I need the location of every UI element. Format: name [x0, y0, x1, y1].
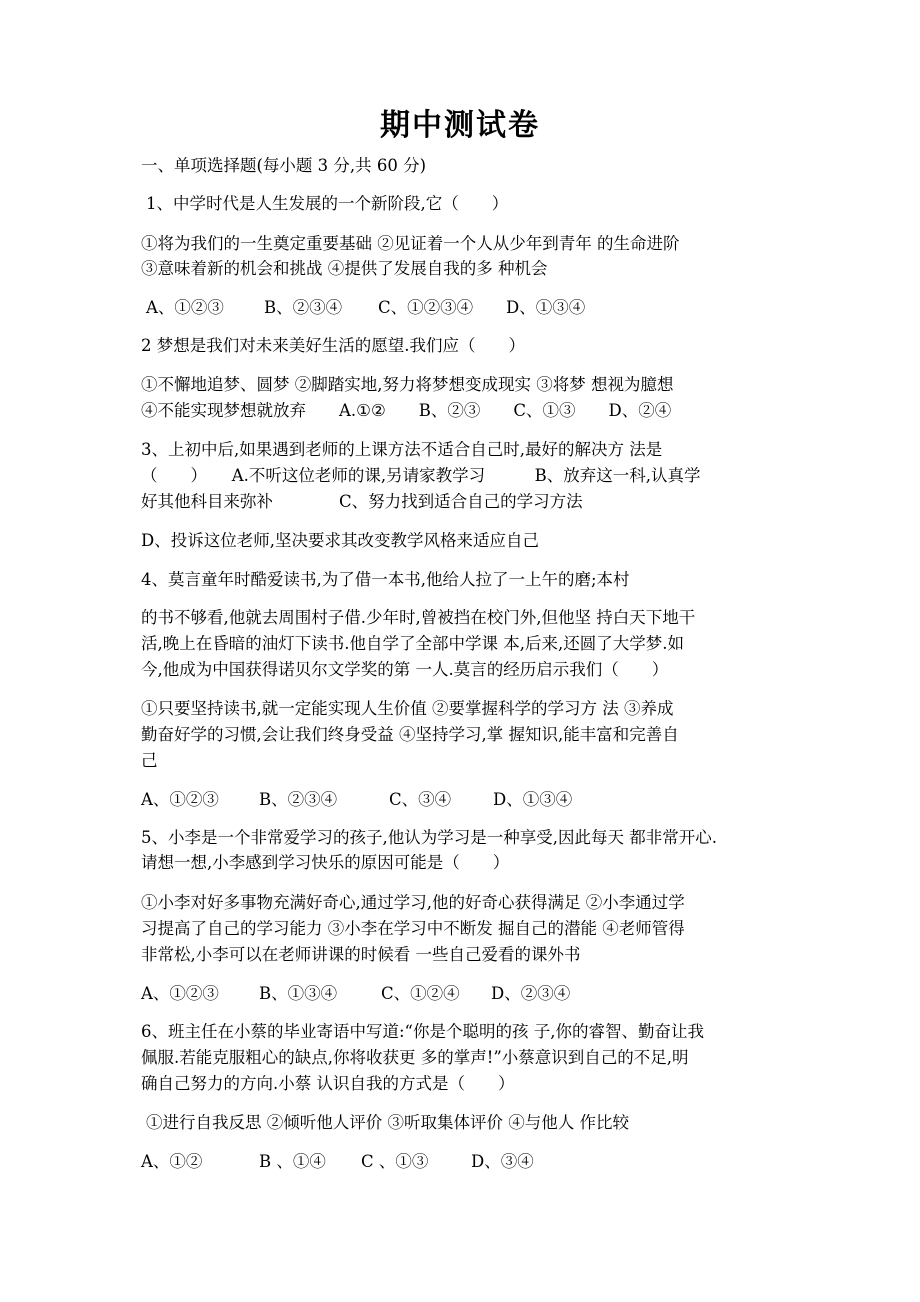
- q3-line: 好其他科目来弥补 C、努力找到适合自己的学习方法: [141, 492, 583, 511]
- q6-option-a: A、①②: [141, 1152, 203, 1171]
- q3-line: D、投诉这位老师,坚决要求其改变教学风格来适应自己: [141, 531, 539, 550]
- q6-items-line: ①进行自我反思 ②倾听他人评价 ③听取集体评价 ④与他人 作比较: [146, 1113, 629, 1132]
- q1-items-line: ①将为我们的一生奠定重要基础 ②见证着一个人从少年到青年 的生命进阶: [141, 234, 680, 253]
- q4-option-c: C、③④: [389, 790, 452, 809]
- q1-option-c: C、①②③④: [378, 298, 474, 317]
- q3-line: 3、上初中后,如果遇到老师的上课方法不适合自己时,最好的解决方 法是: [141, 440, 663, 459]
- q5-option-b: B、①③④: [259, 984, 338, 1003]
- q1-options: [146, 298, 796, 318]
- q5-options: [141, 984, 791, 1004]
- q4-items-line: 己: [141, 751, 158, 770]
- q6-line: 佩服.若能克服粗心的缺点,你将收获更 多的掌声!”小蔡意识到自己的不足,明: [141, 1048, 689, 1067]
- q1-option-d: D、①③④: [506, 298, 586, 317]
- q1-option-b: B、②③④: [264, 298, 343, 317]
- q6-option-b: B 、①④: [259, 1152, 326, 1171]
- q1-items-line: ③意味着新的机会和挑战 ④提供了发展自我的多 种机会: [141, 259, 548, 278]
- q3-line: （ ） A.不听这位老师的课,另请家教学习 B、放弃这一科,认真学: [141, 466, 701, 485]
- q6-line: 确自己努力的方向.小蔡 认识自我的方式是（ ）: [141, 1074, 515, 1093]
- q4-line: 4、莫言童年时酷爱读书,为了借一本书,他给人拉了一上午的磨;本村: [141, 570, 630, 589]
- q5-option-d: D、②③④: [491, 984, 571, 1003]
- page-title: 期中测试卷: [380, 108, 540, 143]
- q5-option-c: C、①②④: [381, 984, 460, 1003]
- q4-line: 的书不够看,他就去周围村子借.少年时,曾被挡在校门外,但他坚 持白天下地干: [141, 608, 696, 627]
- q6-line: 6、班主任在小蔡的毕业寄语中写道:“你是个聪明的孩 子,你的睿智、勤奋让我: [141, 1022, 704, 1041]
- q5-items-line: 习提高了自己的学习能力 ③小李在学习中不断发 掘自己的潜能 ④老师管得: [141, 919, 685, 938]
- q5-items-line: ①小李对好多事物充满好奇心,通过学习,他的好奇心获得满足 ②小李通过学: [141, 893, 685, 912]
- q6-option-d: D、③④: [471, 1152, 534, 1171]
- q1-stem: 1、中学时代是人生发展的一个新阶段,它（ ）: [146, 194, 509, 213]
- q4-options: [141, 790, 791, 810]
- q2-items-line: ①不懈地追梦、圆梦 ②脚踏实地,努力将梦想变成现实 ③将梦 想视为臆想: [141, 375, 674, 394]
- q5-items-line: 非常松,小李可以在老师讲课的时候看 一些自己爱看的课外书: [141, 945, 581, 964]
- q4-items-line: ①只要坚持读书,就一定能实现人生价值 ②要掌握科学的学习方 法 ③养成: [141, 699, 674, 718]
- q5-line: 请想一想,小李感到学习快乐的原因可能是（ ）: [141, 853, 510, 872]
- q4-line: 活,晚上在昏暗的油灯下读书.他自学了全部中学课 本,后来,还圆了大学梦.如: [141, 634, 684, 653]
- q5-line: 5、小李是一个非常爱学习的孩子,他认为学习是一种享受,因此每天 都非常开心.: [141, 828, 717, 847]
- q4-option-b: B、②③④: [259, 790, 338, 809]
- q2-stem: 2 梦想是我们对未来美好生活的愿望.我们应（ ）: [141, 336, 525, 355]
- q5-option-a: A、①②③: [141, 984, 219, 1003]
- q4-items-line: 勤奋好学的习惯,会让我们终身受益 ④坚持学习,掌 握知识,能丰富和完善自: [141, 725, 679, 744]
- q1-option-a: A、①②③: [146, 298, 224, 317]
- q4-line: 今,他成为中国获得诺贝尔文学奖的第 一人.莫言的经历启示我们（ ）: [141, 660, 669, 679]
- q6-options: [141, 1152, 791, 1172]
- q4-option-a: A、①②③: [141, 790, 219, 809]
- q4-option-d: D、①③④: [493, 790, 573, 809]
- q2-items-line: ④不能实现梦想就放弃 A.①② B、②③ C、①③ D、②④: [141, 401, 672, 420]
- section-heading: 一、单项选择题(每小题 3 分,共 60 分): [141, 156, 427, 175]
- q6-option-c: C 、①③: [361, 1152, 429, 1171]
